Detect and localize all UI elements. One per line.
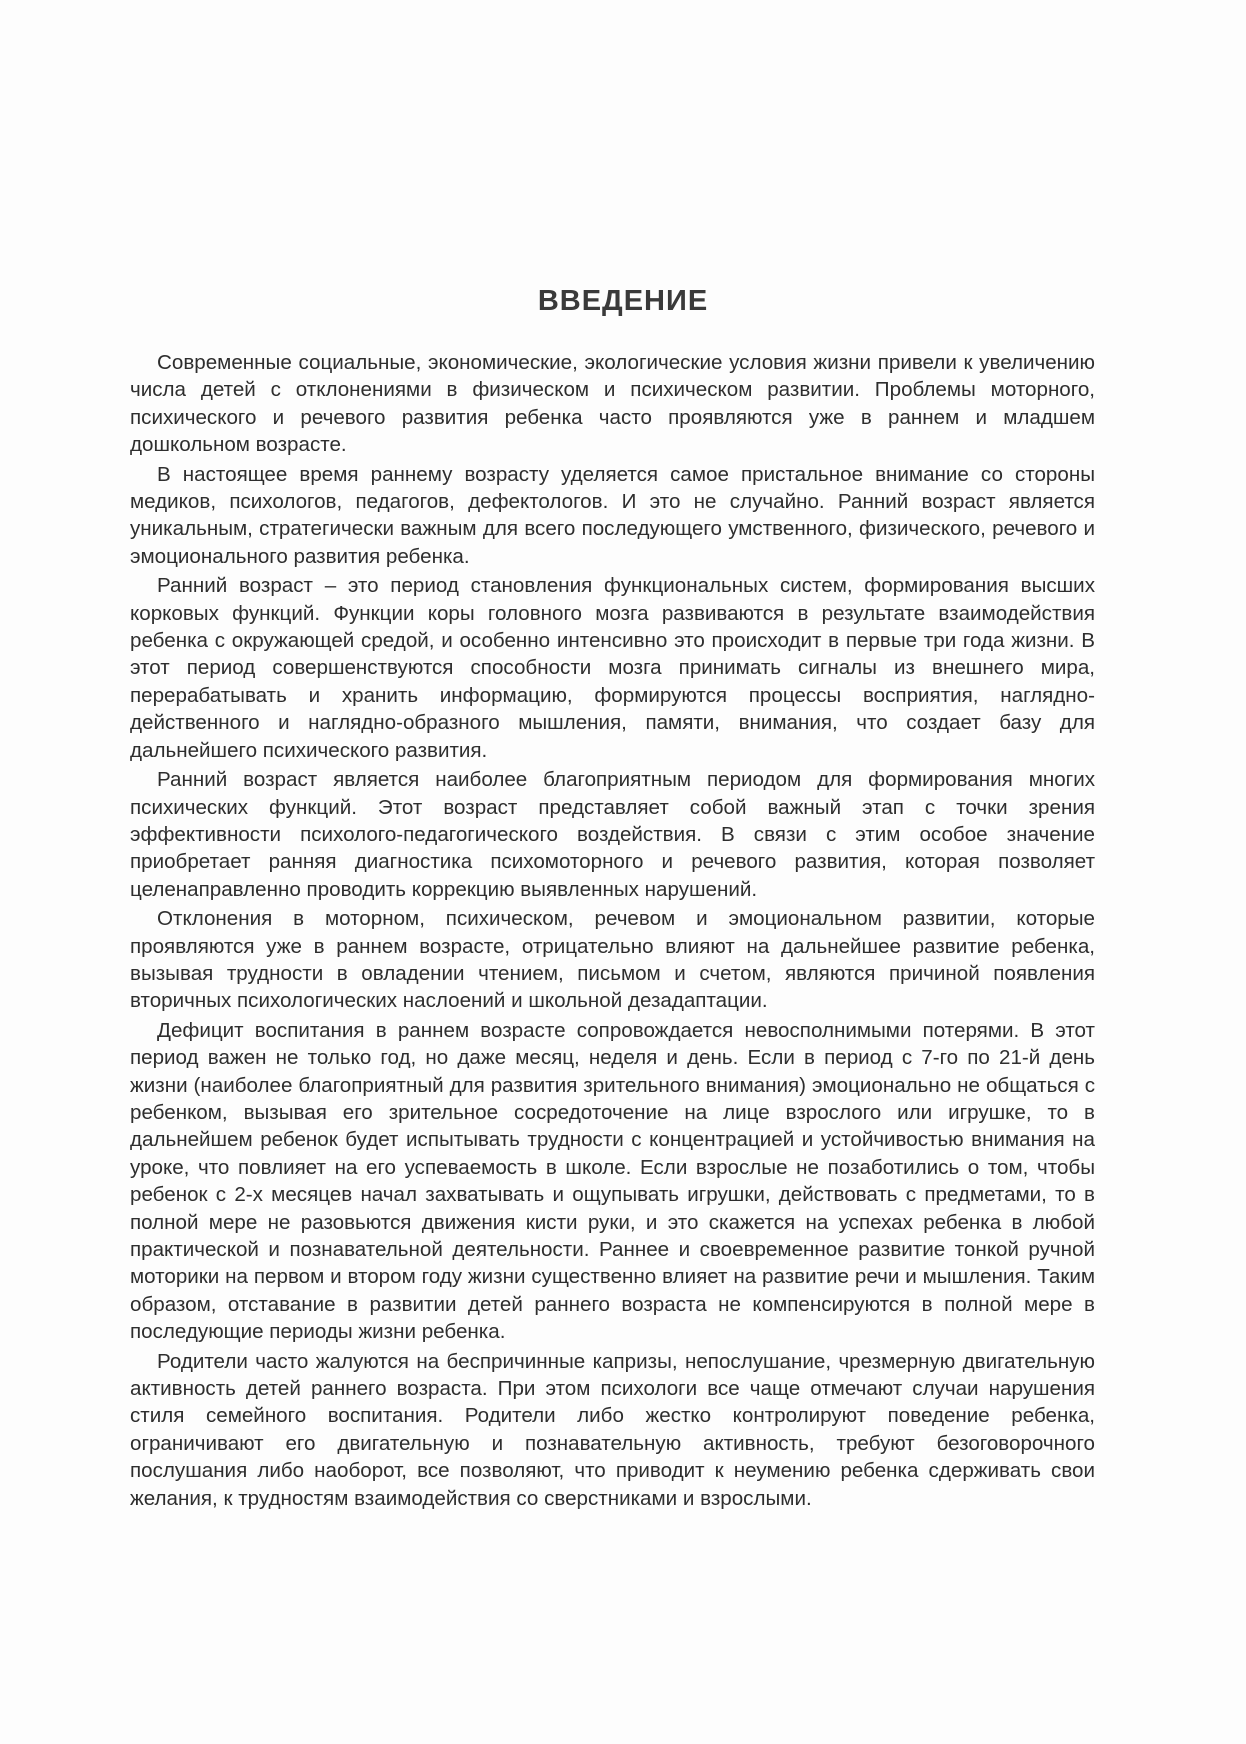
paragraph-3: Ранний возраст – это период становления функциональных систем, формирования высших корковых функций. Функции коры головного мозга развиваются в результате взаимодействия ребенка с окружающей средой, и особенно интенсивно это происходит в первые три года жизни. В этот период совершенствуются способности мозга принимать сигналы из внешнего мира, перерабатывать и хранить информацию, формируются процессы восприятия, наглядно-действенного и наглядно-образного мышления, памяти, внимания, что создает базу для дальнейшего психического развития. <box>130 574 1095 762</box>
paragraph-2: В настоящее время раннему возрасту уделяется самое пристальное внимание со стороны медиков, психологов, педагогов, дефектологов. И это не случайно. Ранний возраст является уникальным, стратегически важным для всего последующего умственного, физического, речевого и эмоционального развития ребенка. <box>130 462 1095 568</box>
page-title: ВВЕДЕНИЕ <box>537 285 709 317</box>
body-text <box>130 349 1095 1514</box>
paragraph-6: Дефицит воспитания в раннем возрасте сопровождается невосполнимыми потерями. В этот период важен не только год, но даже месяц, неделя и день. Если в период с 7-го по 21-й день жизни (наиболее благоприятный для развития зрительного внимания) эмоционально не общаться с ребенком, вызывая его зрительное сосредоточение на лице взрослого или игрушке, то в дальнейшем ребенок будет испытывать трудности с концентрацией и устойчивостью внимания на уроке, что повлияет на его успеваемость в школе. Если взрослые не позаботились о том, чтобы ребенок с 2-х месяцев начал захватывать и ощупывать игрушки, действовать с предметами, то в полной мере не разовьются движения кисти руки, и это скажется на успехах ребенка в любой практической и познавательной деятельности. Раннее и своевременное развитие тонкой ручной моторики на первом и втором году жизни существенно влияет на развитие речи и мышления. Таким образом, отставание в развитии детей раннего возраста не компенсируются в полной мере в последующие периоды жизни ребенка. <box>130 1018 1095 1344</box>
paragraph-7: Родители часто жалуются на беспричинные капризы, непослушание, чрезмерную двигательную активность детей раннего возраста. При этом психологи все чаще отмечают случаи нарушения стиля семейного воспитания. Родители либо жестко контролируют поведение ребенка, ограничивают его двигательную и познавательную активность, требуют безоговорочного послушания либо наоборот, все позволяют, что приводит к неумению ребенка сдерживать свои желания, к трудностям взаимодействия со сверстниками и взрослыми. <box>130 1349 1095 1510</box>
paragraph-1: Современные социальные, экономические, экологические условия жизни привели к увеличению числа детей с отклонениями в физическом и психическом развитии. Проблемы моторного, психического и речевого развития ребенка часто проявляются уже в раннем и младшем дошкольном возрасте. <box>130 351 1095 457</box>
paragraph-5: Отклонения в моторном, психическом, речевом и эмоциональном развитии, которые проявляются уже в раннем возрасте, отрицательно влияют на дальнейшее развитие ребенка, вызывая трудности в овладении чтением, письмом и счетом, являются причиной появления вторичных психологических наслоений и школьной дезадаптации. <box>130 907 1095 1013</box>
paragraph-4: Ранний возраст является наиболее благоприятным периодом для формирования многих психических функций. Этот возраст представляет собой важный этап с точки зрения эффективности психолого-педагогического воздействия. В связи с этим особое значение приобретает ранняя диагностика психомоторного и речевого развития, которая позволяет целенаправленно проводить коррекцию выявленных нарушений. <box>130 768 1095 901</box>
